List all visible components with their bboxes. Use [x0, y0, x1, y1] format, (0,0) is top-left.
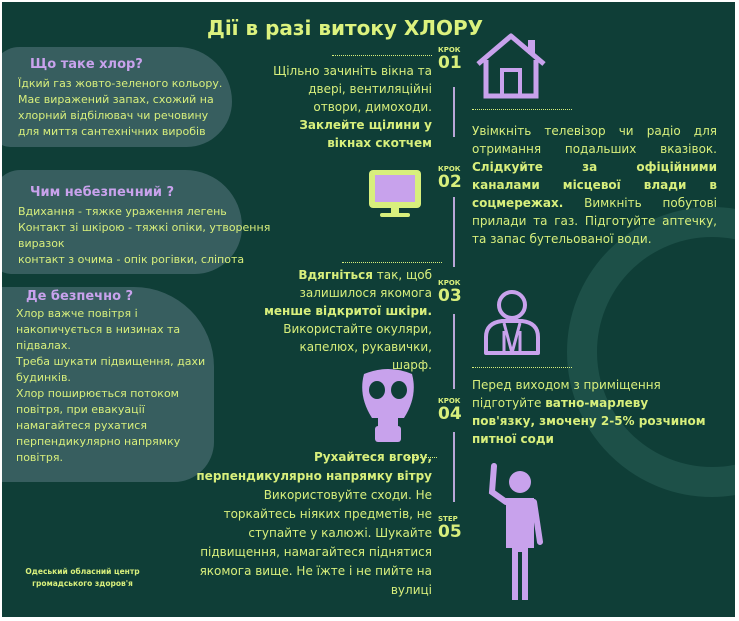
- panel-line: Контакт зі шкірою - тяжкі опіки, утворення: [18, 221, 271, 234]
- step-number: 03: [438, 286, 462, 306]
- step-1-text: [264, 62, 432, 152]
- timeline-line: [453, 314, 455, 389]
- step-number: 05: [438, 522, 462, 542]
- tv-icon: [366, 167, 424, 219]
- panel-line: Хлор важче повітря і: [16, 307, 138, 320]
- step-number: 01: [438, 53, 462, 73]
- panel-line: хлорний відбілювач чи речовину: [18, 109, 209, 122]
- panel-line: будинків.: [16, 371, 71, 384]
- panel-line: накопичується в низинах та: [16, 323, 181, 336]
- step-2-text: [472, 122, 717, 248]
- step-label: КРОК: [438, 397, 461, 405]
- organization-name: Одеський обласний центр громадського здоров'я: [25, 567, 140, 588]
- step-badge-04: [438, 397, 462, 423]
- panel-heading: Чим небезпечний ?: [30, 185, 175, 200]
- panel-line: Їдкий газ жовто-зеленого кольору.: [18, 77, 223, 90]
- info-panel-what: [18, 57, 248, 140]
- step-4-text: [472, 376, 707, 448]
- step-label: STEP: [438, 515, 458, 523]
- panel-line: контакт з очима - опік рогівки, сліпота: [18, 253, 245, 266]
- step-bold-text: ватно-марлеву пов'язку, змочену 2-5% розчином питної соди: [472, 396, 706, 446]
- page-title: Дії в разі витоку ХЛОРУ: [207, 16, 484, 40]
- step-text: так, щоб залишилося якомога: [299, 268, 432, 300]
- step-label: КРОК: [438, 46, 461, 54]
- step-number: 02: [438, 172, 462, 192]
- step-label: КРОК: [438, 279, 461, 287]
- step-bold-text: Вдягніться: [298, 268, 373, 282]
- timeline-line: [453, 432, 455, 502]
- panel-line: для миття сантехнічних виробів: [18, 125, 206, 138]
- step-bold-text: Слідкуйте за офіційними каналами місцевої влади в соцмережах.: [472, 160, 717, 210]
- step-text: Використовуйте сходи. Не торкайтесь ніяких предметів, не ступайте у калюжі. Шукайте підвищення, намагайтеся піднятися якомога вище. Не їжте і не пийте на вулиці: [199, 488, 432, 597]
- panel-line: Треба шукати підвищення, дахи: [16, 355, 206, 368]
- step-text: Використайте окуляри, капелюх, рукавички, шарф.: [283, 322, 432, 372]
- dotted-divider: [342, 262, 442, 263]
- standing-person-icon: [484, 462, 550, 604]
- panel-line: перпендикулярно напрямку: [16, 435, 181, 448]
- step-badge-02: [438, 165, 462, 191]
- step-bold-text: Заклейте щілини у вікнах скотчем: [299, 118, 432, 150]
- dotted-divider: [472, 109, 572, 110]
- step-3-text: [264, 266, 432, 374]
- panel-line: Має виражений запах, схожий на: [18, 93, 214, 106]
- step-badge-05: [438, 515, 462, 541]
- step-badge-01: [438, 46, 462, 72]
- info-panel-safe: [16, 289, 226, 466]
- dotted-divider: [472, 367, 572, 368]
- panel-heading: Що таке хлор?: [30, 57, 143, 72]
- step-5-text: [192, 448, 432, 600]
- infographic: [2, 2, 735, 617]
- step-badge-03: [438, 279, 462, 305]
- step-text: Вимкніть побутові прилади та газ. Підготуйте аптечку, та запас бутельованої води.: [472, 196, 717, 246]
- panel-line: виразок: [18, 237, 65, 250]
- person-icon: [480, 287, 544, 357]
- step-text: Перед виходом з приміщення підготуйте: [472, 378, 661, 410]
- step-bold-text: Рухайтеся вгору, перпендикулярно напрямку вітру: [196, 450, 432, 483]
- dotted-divider: [332, 55, 432, 56]
- panel-line: намагайтеся рухатися: [16, 419, 147, 432]
- timeline-line: [453, 87, 455, 137]
- panel-line: Хлор поширюється потоком: [16, 387, 179, 400]
- step-text: Щільно зачиніть вікна та двері, вентиляційні отвори, димоходи.: [273, 64, 432, 114]
- panel-heading: Де безпечно ?: [26, 289, 134, 304]
- step-text: Увімкніть телевізор чи радіо для отримання подальших вказівок.: [472, 124, 717, 156]
- timeline-line: [453, 197, 455, 267]
- house-icon: [472, 30, 550, 102]
- info-panel-danger: [18, 185, 288, 268]
- panel-line: підвалах.: [16, 339, 71, 352]
- gas-mask-icon: [358, 366, 418, 446]
- step-bold-text: менше відкритої шкіри.: [264, 304, 432, 318]
- step-label: КРОК: [438, 165, 461, 173]
- step-number: 04: [438, 404, 462, 424]
- panel-line: повітря, при евакуації: [16, 403, 145, 416]
- panel-line: повітря.: [16, 451, 63, 464]
- panel-line: Вдихання - тяжке ураження легень: [18, 205, 227, 218]
